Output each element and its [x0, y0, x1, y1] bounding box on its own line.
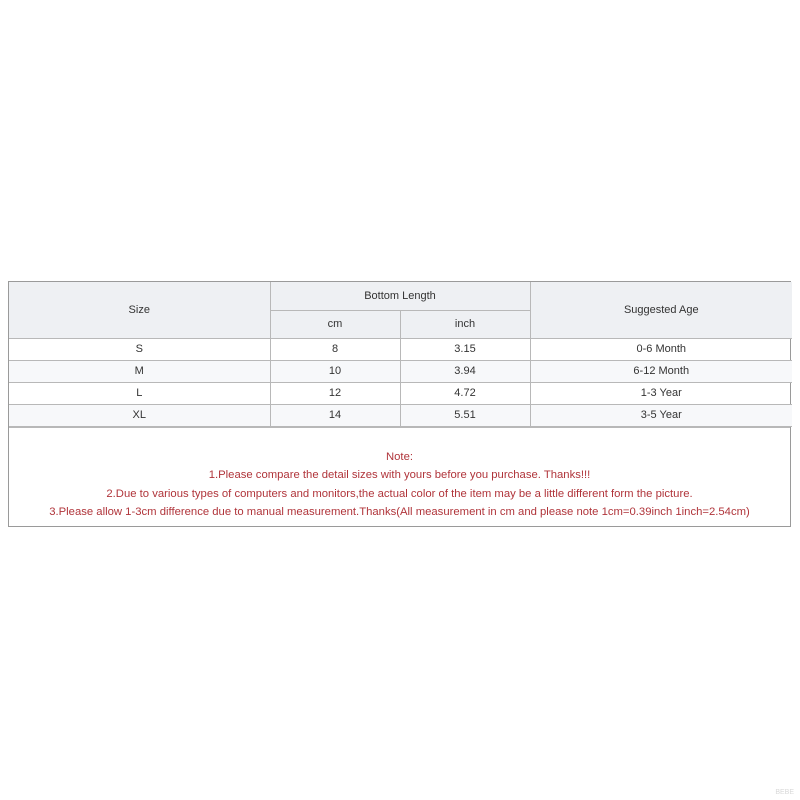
size-cell: XL — [9, 404, 270, 426]
note-line-3: 3.Please allow 1-3cm difference due to manual measurement.Thanks(All measurement in cm and please note 1cm=0.39inch 1inch=2.54cm) — [49, 506, 750, 518]
inch-cell: 3.15 — [400, 338, 530, 360]
inch-header: inch — [400, 310, 530, 338]
size-cell: S — [9, 338, 270, 360]
size-chart — [8, 281, 791, 527]
table-row — [9, 338, 792, 360]
inch-cell: 5.51 — [400, 404, 530, 426]
cm-cell: 8 — [270, 338, 400, 360]
table-row — [9, 382, 792, 404]
age-cell: 3-5 Year — [530, 404, 792, 426]
age-cell: 1-3 Year — [530, 382, 792, 404]
table-row — [9, 360, 792, 382]
suggested-age-header: Suggested Age — [530, 282, 792, 338]
note-line-2: 2.Due to various types of computers and monitors,the actual color of the item may be a little different form the picture. — [106, 487, 693, 500]
age-cell: 0-6 Month — [530, 338, 792, 360]
size-cell: M — [9, 360, 270, 382]
inch-cell: 4.72 — [400, 382, 530, 404]
cm-cell: 10 — [270, 360, 400, 382]
note-heading: Note: — [385, 450, 413, 463]
notes-section — [9, 427, 790, 526]
size-header: Size — [9, 282, 270, 338]
cm-cell: 12 — [270, 382, 400, 404]
table-row — [9, 404, 792, 426]
note-line-1: 1.Please compare the detail sizes with yours before you purchase. Thanks!!! — [208, 469, 591, 481]
size-cell: L — [9, 382, 270, 404]
cm-header: cm — [270, 310, 400, 338]
cm-cell: 14 — [270, 404, 400, 426]
inch-cell: 3.94 — [400, 360, 530, 382]
watermark: BEBE — [775, 789, 794, 796]
size-table — [9, 282, 792, 427]
bottom-length-header: Bottom Length — [270, 282, 530, 310]
age-cell: 6-12 Month — [530, 360, 792, 382]
table-header-row — [9, 282, 792, 310]
